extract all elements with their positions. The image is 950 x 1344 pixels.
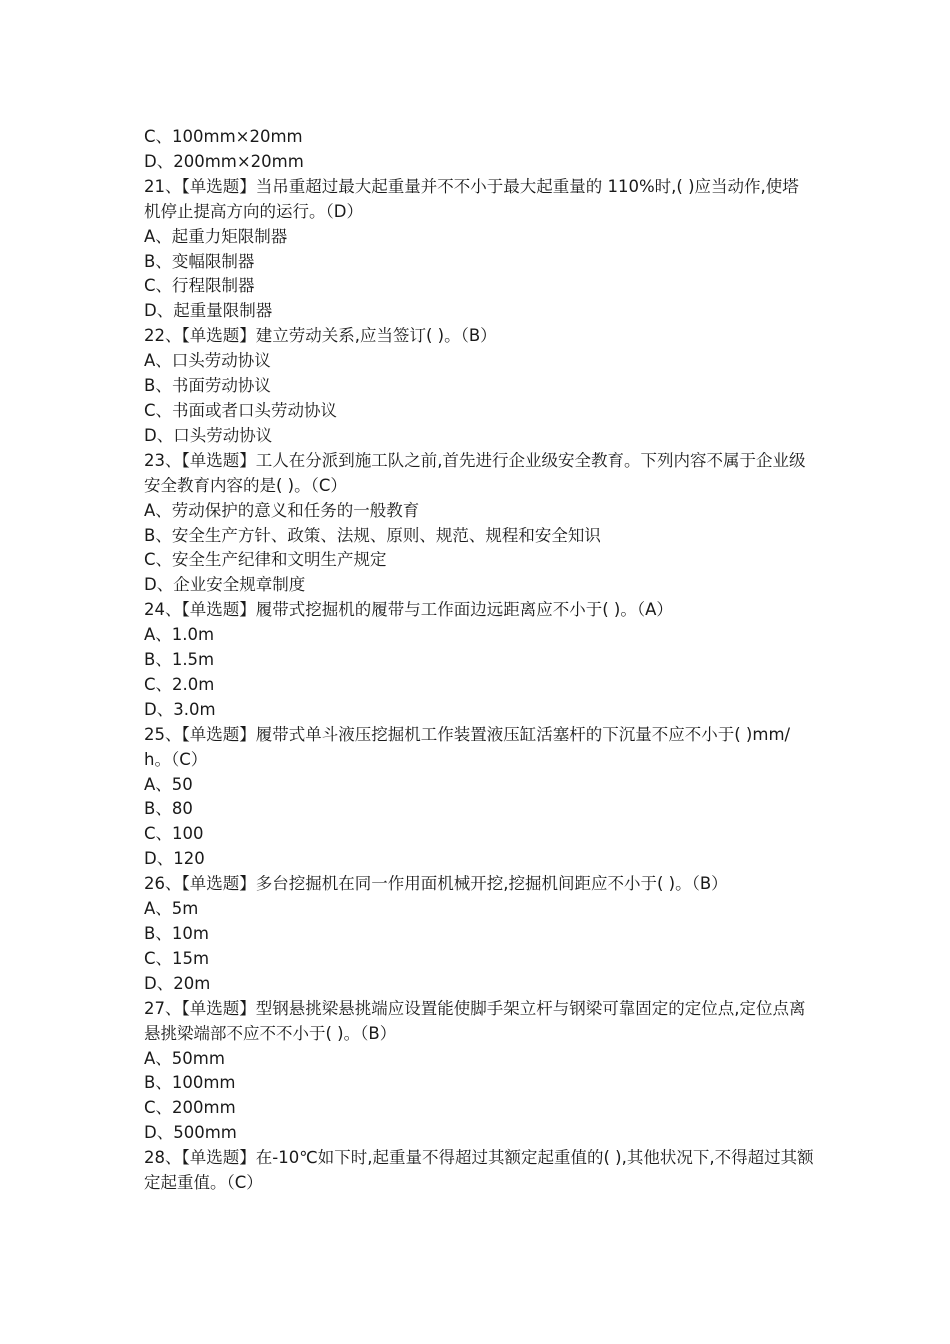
question-27: [144, 997, 814, 1146]
option-line: A、起重力矩限制器: [144, 226, 288, 246]
option-line: A、5m: [144, 899, 199, 919]
option-line: C、200mm: [144, 1098, 236, 1118]
question-stem: 24、【单选题】履带式挖掘机的履带与工作面边远距离应不小于( )。（A）: [144, 600, 673, 620]
question-24: [144, 598, 814, 723]
question-26: [144, 872, 814, 997]
option-line: D、口头劳动协议: [144, 425, 273, 445]
question-stem: 25、【单选题】履带式单斗液压挖掘机工作装置液压缸活塞杆的下沉量不应不小于( )mm/h。（C）: [144, 724, 791, 769]
question-stem: 27、【单选题】型钢悬挑梁悬挑端应设置能使脚手架立杆与钢梁可靠固定的定位点,定位点离悬挑梁端部不应不不小于( )。（B）: [144, 998, 806, 1043]
question-stem: 26、【单选题】多台挖掘机在同一作用面机械开挖,挖掘机间距应不小于( )。（B）: [144, 874, 728, 894]
option-line: C、100: [144, 824, 204, 844]
question-stem: 22、【单选题】建立劳动关系,应当签订( )。（B）: [144, 326, 497, 346]
document-body: [144, 125, 814, 1196]
question-25: [144, 723, 814, 872]
option-line: C、安全生产纪律和文明生产规定: [144, 550, 387, 570]
option-line: D、企业安全规章制度: [144, 575, 306, 595]
option-line: A、50: [144, 774, 193, 794]
option-line: D、20m: [144, 973, 211, 993]
option-line: C、100mm×20mm: [144, 127, 303, 146]
option-line: A、50mm: [144, 1048, 225, 1068]
option-line: C、2.0m: [144, 674, 215, 694]
option-line: D、500mm: [144, 1123, 237, 1143]
option-line: B、书面劳动协议: [144, 376, 271, 396]
question-28: [144, 1146, 814, 1196]
option-line: D、120: [144, 849, 205, 869]
option-line: A、口头劳动协议: [144, 351, 271, 371]
option-line: B、80: [144, 799, 193, 819]
question-22: [144, 324, 814, 449]
option-line: C、行程限制器: [144, 276, 255, 296]
question-21: [144, 175, 814, 324]
option-line: D、200mm×20mm: [144, 151, 304, 171]
question-stem: 28、【单选题】在-10℃如下时,起重量不得超过其额定起重值的( ),其他状况下,不得超过其额定起重值。（C）: [144, 1148, 814, 1193]
question-stem: 23、【单选题】工人在分派到施工队之前,首先进行企业级安全教育。下列内容不属于企业级安全教育内容的是( )。（C）: [144, 450, 806, 495]
option-line: B、100mm: [144, 1073, 236, 1093]
option-line: B、变幅限制器: [144, 251, 255, 271]
question-stem: 21、【单选题】当吊重超过最大起重量并不不小于最大起重量的 110%时,( )应当动作,使塔机停止提高方向的运行。（D）: [144, 176, 799, 221]
option-line: C、书面或者口头劳动协议: [144, 400, 338, 420]
option-line: B、10m: [144, 924, 209, 943]
option-line: B、安全生产方针、政策、法规、原则、规范、规程和安全知识: [144, 525, 601, 545]
option-line: A、1.0m: [144, 625, 215, 645]
option-line: D、3.0m: [144, 699, 216, 719]
option-line: C、15m: [144, 948, 210, 968]
option-line: D、起重量限制器: [144, 301, 273, 321]
option-line: B、1.5m: [144, 650, 215, 670]
option-line: A、劳动保护的意义和任务的一般教育: [144, 500, 420, 520]
question-23: [144, 449, 814, 598]
